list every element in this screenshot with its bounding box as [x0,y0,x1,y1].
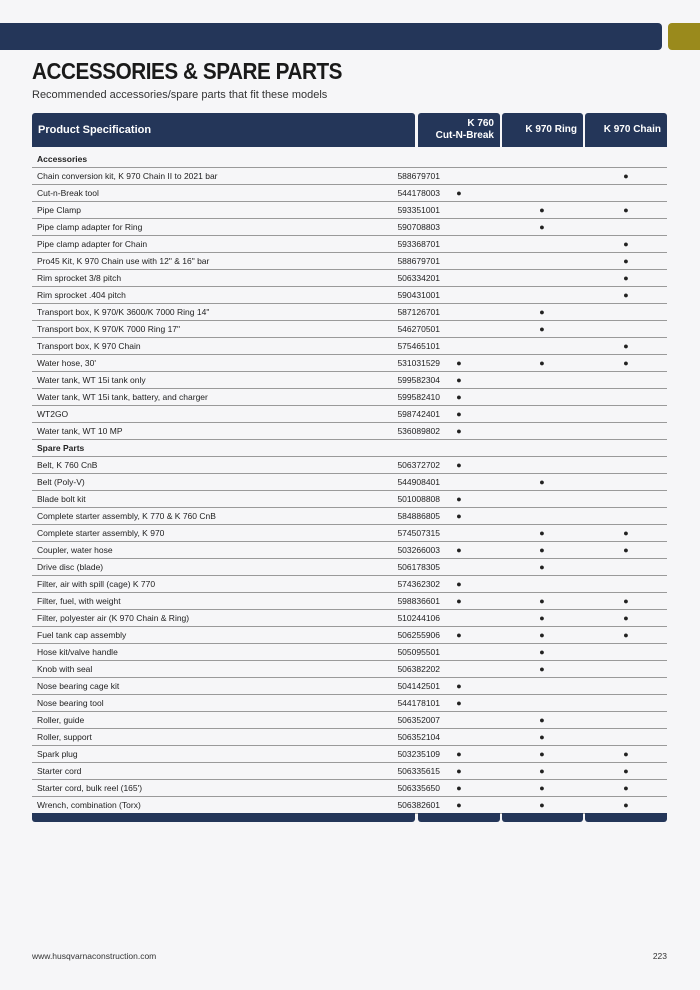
table-row [32,763,667,780]
compatibility-dot-icon: ● [456,358,462,368]
table-row [32,474,667,491]
section-title: Spare Parts [37,443,85,453]
table-row [32,372,667,389]
part-name: Spark plug [37,749,78,759]
part-name: Hose kit/valve handle [37,647,118,657]
table-row [32,457,667,474]
part-number: 598742401 [397,409,440,419]
part-number: 546270501 [397,324,440,334]
part-number: 501008808 [397,494,440,504]
part-number: 588679701 [397,256,440,266]
table-row [32,712,667,729]
compatibility-dot-icon: ● [539,630,545,640]
part-number: 593368701 [397,239,440,249]
part-name: Water tank, WT 15i tank only [37,375,146,385]
table-row [32,236,667,253]
table-row [32,406,667,423]
compatibility-dot-icon: ● [456,630,462,640]
compatibility-dot-icon: ● [456,511,462,521]
table-footer-bar [32,813,415,822]
header-k760-line2: Cut-N-Break [435,130,494,141]
section-header-row [32,151,667,168]
compatibility-dot-icon: ● [456,426,462,436]
part-number: 598836601 [397,596,440,606]
compatibility-dot-icon: ● [456,545,462,555]
part-name: Filter, air with spill (cage) K 770 [37,579,156,589]
part-name: Pipe clamp adapter for Chain [37,239,148,249]
table-row [32,270,667,287]
compatibility-dot-icon: ● [539,613,545,623]
compatibility-dot-icon: ● [539,528,545,538]
part-name: Transport box, K 970/K 7000 Ring 17" [37,324,181,334]
part-name: Coupler, water hose [37,545,113,555]
part-number: 531031529 [397,358,440,368]
compatibility-dot-icon: ● [623,749,629,759]
table-row [32,253,667,270]
part-number: 544908401 [397,477,440,487]
compatibility-dot-icon: ● [539,324,545,334]
part-number: 506382601 [397,800,440,810]
table-row [32,508,667,525]
compatibility-dot-icon: ● [539,562,545,572]
page-subtitle: Recommended accessories/spare parts that fit these models [32,89,328,101]
table-row [32,304,667,321]
part-number: 504142501 [397,681,440,691]
table-row [32,287,667,304]
compatibility-dot-icon: ● [456,460,462,470]
compatibility-dot-icon: ● [539,664,545,674]
part-name: Nose bearing cage kit [37,681,120,691]
compatibility-dot-icon: ● [539,205,545,215]
table-row [32,678,667,695]
parts-table-body [32,151,667,814]
table-row [32,593,667,610]
table-row [32,746,667,763]
compatibility-dot-icon: ● [623,171,629,181]
table-row [32,559,667,576]
part-name: Transport box, K 970/K 3600/K 7000 Ring 14" [37,307,210,317]
compatibility-dot-icon: ● [623,766,629,776]
part-name: Roller, support [37,732,92,742]
table-row [32,542,667,559]
part-name: Water hose, 30' [37,358,96,368]
section-header-row [32,440,667,457]
table-row [32,661,667,678]
section-tab-marker [668,23,700,50]
part-name: Nose bearing tool [37,698,104,708]
table-row [32,644,667,661]
part-number: 536089802 [397,426,440,436]
compatibility-dot-icon: ● [456,375,462,385]
part-number: 506372702 [397,460,440,470]
part-name: Blade bolt kit [37,494,86,504]
compatibility-dot-icon: ● [456,783,462,793]
part-name: Water tank, WT 15i tank, battery, and charger [37,392,208,402]
part-name: Rim sprocket .404 pitch [37,290,126,300]
part-name: Pipe Clamp [37,205,81,215]
part-number: 510244106 [397,613,440,623]
compatibility-dot-icon: ● [539,783,545,793]
part-name: Rim sprocket 3/8 pitch [37,273,122,283]
section-title: Accessories [37,154,88,164]
part-name: Chain conversion kit, K 970 Chain II to 2021 bar [37,171,218,181]
header-k760-line1: K 760 [467,118,494,129]
compatibility-dot-icon: ● [539,715,545,725]
compatibility-dot-icon: ● [623,290,629,300]
compatibility-dot-icon: ● [623,783,629,793]
part-name: Fuel tank cap assembly [37,630,127,640]
compatibility-dot-icon: ● [456,579,462,589]
part-number: 587126701 [397,307,440,317]
part-number: 584886805 [397,511,440,521]
compatibility-dot-icon: ● [539,749,545,759]
part-number: 544178003 [397,188,440,198]
part-number: 574362302 [397,579,440,589]
part-name: Roller, guide [37,715,85,725]
part-number: 506334201 [397,273,440,283]
part-number: 506178305 [397,562,440,572]
compatibility-dot-icon: ● [623,630,629,640]
compatibility-dot-icon: ● [539,647,545,657]
compatibility-dot-icon: ● [539,477,545,487]
part-number: 590708803 [397,222,440,232]
compatibility-dot-icon: ● [539,800,545,810]
compatibility-dot-icon: ● [456,409,462,419]
part-name: Water tank, WT 10 MP [37,426,123,436]
part-name: Complete starter assembly, K 770 & K 760 CnB [37,511,216,521]
compatibility-dot-icon: ● [623,341,629,351]
table-row [32,185,667,202]
part-name: Belt, K 760 CnB [37,460,98,470]
part-number: 503266003 [397,545,440,555]
part-name: Filter, polyester air (K 970 Chain & Ring) [37,613,190,623]
compatibility-dot-icon: ● [623,596,629,606]
table-row [32,423,667,440]
table-row [32,627,667,644]
compatibility-dot-icon: ● [456,749,462,759]
table-row [32,168,667,185]
table-row [32,525,667,542]
table-row [32,321,667,338]
compatibility-dot-icon: ● [456,188,462,198]
part-number: 575465101 [397,341,440,351]
compatibility-dot-icon: ● [456,392,462,402]
part-number: 503235109 [397,749,440,759]
part-number: 506335650 [397,783,440,793]
part-number: 574507315 [397,528,440,538]
part-name: Transport box, K 970 Chain [37,341,141,351]
table-row [32,389,667,406]
table-row [32,355,667,372]
part-name: Drive disc (blade) [37,562,104,572]
table-row [32,780,667,797]
table-row [32,576,667,593]
part-number: 506352007 [397,715,440,725]
table-row [32,219,667,236]
compatibility-dot-icon: ● [623,800,629,810]
header-k970-chain: K 970 Chain [585,113,667,147]
part-number: 506382202 [397,664,440,674]
compatibility-dot-icon: ● [539,596,545,606]
compatibility-dot-icon: ● [456,596,462,606]
table-footer-bar [502,813,583,822]
header-k970-ring: K 970 Ring [502,113,583,147]
page-title: ACCESSORIES & SPARE PARTS [32,58,343,84]
part-name: Starter cord [37,766,82,776]
table-row [32,797,667,814]
part-number: 544178101 [397,698,440,708]
part-number: 599582410 [397,392,440,402]
table-row [32,202,667,219]
table-row [32,610,667,627]
part-number: 599582304 [397,375,440,385]
part-number: 588679701 [397,171,440,181]
compatibility-dot-icon: ● [623,273,629,283]
compatibility-dot-icon: ● [623,358,629,368]
header-band [0,23,662,50]
part-name: Pro45 Kit, K 970 Chain use with 12" & 16" bar [37,256,210,266]
compatibility-dot-icon: ● [623,256,629,266]
part-name: Complete starter assembly, K 970 [37,528,165,538]
part-name: Belt (Poly-V) [37,477,85,487]
part-name: Starter cord, bulk reel (165') [37,783,143,793]
compatibility-dot-icon: ● [623,613,629,623]
compatibility-dot-icon: ● [623,205,629,215]
page-number: 223 [652,951,667,961]
part-name: WT2GO [37,409,69,419]
part-name: Knob with seal [37,664,93,674]
compatibility-dot-icon: ● [539,732,545,742]
compatibility-dot-icon: ● [539,222,545,232]
part-name: Cut-n-Break tool [37,188,99,198]
table-footer-bar [418,813,500,822]
part-number: 506352104 [397,732,440,742]
table-footer-bar [585,813,667,822]
compatibility-dot-icon: ● [456,800,462,810]
part-number: 593351001 [397,205,440,215]
part-number: 506335615 [397,766,440,776]
part-name: Pipe clamp adapter for Ring [37,222,143,232]
part-number: 590431001 [397,290,440,300]
footer-url[interactable]: www.husqvarnaconstruction.com [32,951,157,961]
compatibility-dot-icon: ● [456,494,462,504]
table-row [32,491,667,508]
part-number: 506255906 [397,630,440,640]
compatibility-dot-icon: ● [623,528,629,538]
compatibility-dot-icon: ● [539,766,545,776]
table-row [32,338,667,355]
part-name: Filter, fuel, with weight [37,596,121,606]
compatibility-dot-icon: ● [539,358,545,368]
part-number: 505095501 [397,647,440,657]
header-product-specification: Product Specification [32,113,415,147]
compatibility-dot-icon: ● [456,766,462,776]
compatibility-dot-icon: ● [623,545,629,555]
compatibility-dot-icon: ● [456,681,462,691]
compatibility-dot-icon: ● [539,545,545,555]
compatibility-dot-icon: ● [456,698,462,708]
part-name: Wrench, combination (Torx) [37,800,141,810]
header-k760-cnb [418,113,500,147]
table-row [32,695,667,712]
compatibility-dot-icon: ● [539,307,545,317]
table-row [32,729,667,746]
compatibility-dot-icon: ● [623,239,629,249]
